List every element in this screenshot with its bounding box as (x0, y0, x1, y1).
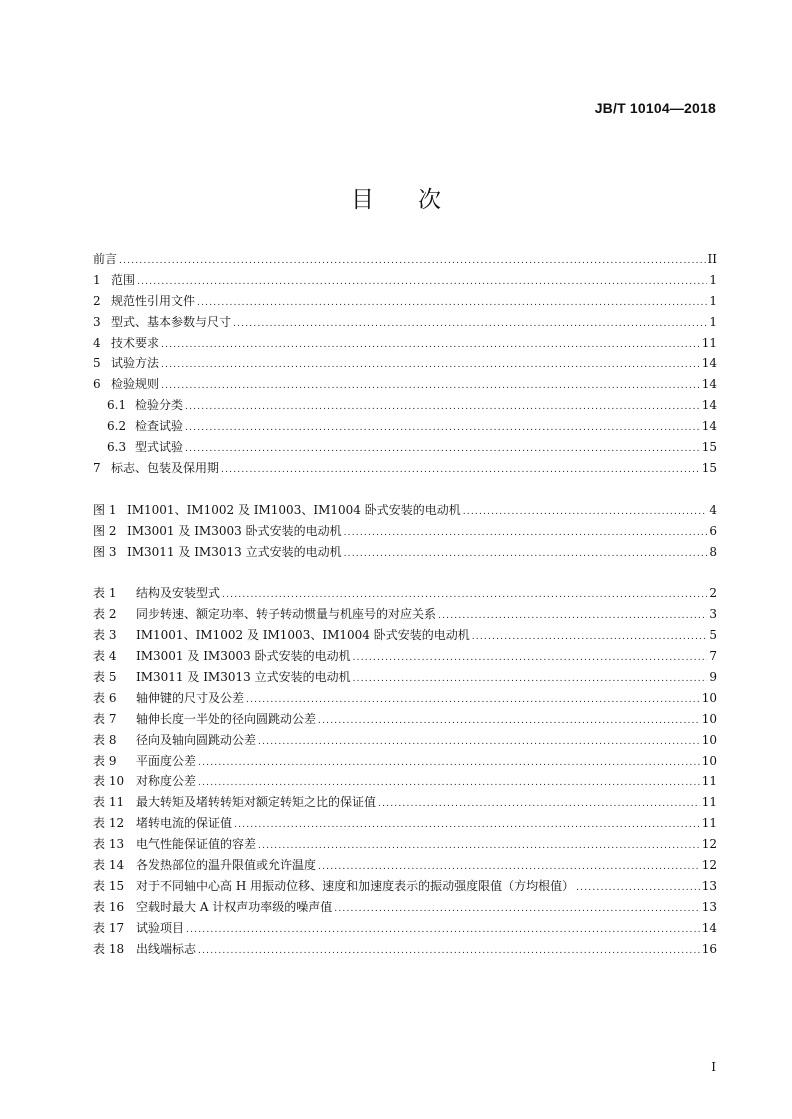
toc-entry-label: 结构及安装型式 (136, 586, 221, 601)
toc-leader-dots (161, 335, 700, 356)
toc-entry[interactable] (93, 918, 717, 939)
toc-leader-dots (344, 523, 708, 544)
toc-entry-number: 表 7 (93, 711, 117, 726)
toc-leader-dots (137, 272, 707, 293)
toc-entry[interactable] (93, 312, 717, 333)
toc-tables (93, 583, 717, 959)
toc-gap (93, 562, 717, 583)
toc-entry-page: 2 (709, 586, 717, 601)
toc-entry-label: 规范性引用文件 (111, 293, 196, 308)
toc-entry-page: 14 (701, 356, 717, 371)
document-code: JB/T 10104—2018 (594, 100, 716, 116)
toc-entry-label: 轴伸长度一半处的径向圆跳动公差 (136, 711, 317, 726)
toc-entry-page: 7 (709, 649, 717, 664)
toc-leader-dots (161, 376, 700, 397)
toc-entry-label: IM3011 及 IM3013 立式安装的电动机 (127, 544, 342, 559)
toc-leader-dots (344, 544, 708, 565)
toc-entry[interactable] (93, 876, 717, 897)
toc-entry[interactable] (93, 583, 717, 604)
toc-entry-page: 14 (701, 419, 717, 434)
toc-entry-number: 表 11 (93, 795, 125, 810)
toc-entry-number: 表 6 (93, 690, 117, 705)
toc-entry[interactable] (93, 333, 717, 354)
toc-entry[interactable] (93, 730, 717, 751)
toc-entry[interactable] (93, 604, 717, 625)
toc-figures (93, 500, 717, 563)
toc-entry[interactable] (93, 709, 717, 730)
toc-entry-number: 7 (93, 460, 101, 475)
toc-entry-page: 11 (701, 335, 717, 350)
toc-entry-number: 表 12 (93, 816, 125, 831)
toc-entry-page: 1 (709, 293, 717, 308)
toc-leader-dots (198, 773, 700, 794)
toc-entry-label: 前言 (93, 252, 118, 266)
title-char-1: 目 (351, 187, 374, 213)
toc-entry[interactable] (93, 771, 717, 792)
title-char-2: 次 (418, 187, 441, 213)
toc-entry-label: 型式试验 (135, 440, 184, 455)
toc-entry-number: 6 (93, 377, 101, 392)
toc-leader-dots (258, 836, 700, 857)
toc-entry-number: 表 1 (93, 586, 117, 601)
toc-entry-page: 5 (709, 628, 717, 643)
toc-entry-page: 11 (701, 795, 717, 810)
toc-entry-number: 4 (93, 335, 101, 350)
toc-entry-number: 表 16 (93, 899, 125, 914)
toc-entry[interactable] (93, 374, 717, 395)
toc-entry[interactable] (93, 353, 717, 374)
toc-entry[interactable] (93, 500, 717, 521)
toc-entry-label: 检查试验 (135, 419, 184, 434)
toc-entry-number: 表 13 (93, 837, 125, 852)
toc-entry-number: 表 9 (93, 753, 117, 768)
toc-entry[interactable] (93, 395, 717, 416)
toc-entry-page: 8 (709, 544, 717, 559)
toc-entry[interactable] (93, 813, 717, 834)
toc-entry-label: 径向及轴向圆跳动公差 (136, 732, 257, 747)
toc-entry-label: 轴伸键的尺寸及公差 (136, 690, 245, 705)
toc-entry-label: 标志、包装及保用期 (111, 460, 220, 475)
toc-entry[interactable] (93, 437, 717, 458)
toc-entry-number: 表 18 (93, 941, 125, 956)
toc-entry-label: 平面度公差 (136, 753, 197, 768)
toc-entry[interactable] (93, 834, 717, 855)
toc-entry-number: 图 1 (93, 502, 117, 517)
toc-leader-dots (246, 690, 700, 711)
toc-leader-dots (353, 648, 708, 669)
toc-entry[interactable] (93, 751, 717, 772)
toc-entry-number: 表 3 (93, 628, 117, 643)
toc-entry-number: 表 14 (93, 858, 125, 873)
toc-entry[interactable] (93, 291, 717, 312)
toc-leader-dots (185, 418, 700, 439)
toc-entry-page: 12 (701, 837, 717, 852)
toc-entry[interactable] (93, 646, 717, 667)
toc-entry[interactable] (93, 667, 717, 688)
toc-entry[interactable] (93, 625, 717, 646)
toc-sections (93, 249, 717, 479)
toc-entry-label: IM1001、IM1002 及 IM1003、IM1004 卧式安装的电动机 (136, 628, 470, 643)
page-number: I (711, 1060, 716, 1074)
toc-entry-page: 15 (701, 440, 717, 455)
toc-leader-dots (438, 606, 707, 627)
toc-entry[interactable] (93, 688, 717, 709)
toc-entry-page: 13 (701, 878, 717, 893)
toc-entry-label: 技术要求 (111, 335, 160, 350)
toc-leader-dots (233, 314, 707, 335)
toc-entry-number: 表 8 (93, 732, 117, 747)
toc-leader-dots (258, 732, 700, 753)
toc-entry-label: 检验规则 (111, 377, 160, 392)
toc-entry-number: 图 2 (93, 523, 117, 538)
toc-entry-page: 14 (701, 920, 717, 935)
toc-entry-page: 10 (701, 690, 717, 705)
toc-entry-label: 试验项目 (136, 920, 185, 935)
toc-leader-dots (221, 460, 700, 481)
toc-leader-dots (197, 293, 707, 314)
toc-entry-page: 10 (701, 753, 717, 768)
toc-leader-dots (318, 857, 700, 878)
toc-entry-number: 表 15 (93, 878, 125, 893)
toc-entry-label: 电气性能保证值的容差 (136, 837, 257, 852)
toc-leader-dots (186, 920, 700, 941)
toc-entry-label: 空载时最大 A 计权声功率级的噪声值 (136, 899, 333, 914)
toc-leader-dots (185, 397, 700, 418)
toc-entry-label: IM3001 及 IM3003 卧式安装的电动机 (127, 523, 342, 538)
toc-entry-page: 6 (709, 523, 717, 538)
toc-leader-dots (334, 899, 699, 920)
toc-entry-number: 6.3 (107, 440, 127, 455)
toc-leader-dots (198, 941, 700, 962)
toc-entry[interactable] (93, 855, 717, 876)
toc-entry-label: 型式、基本参数与尺寸 (111, 314, 232, 329)
page-title (0, 181, 792, 214)
toc-entry-number: 3 (93, 314, 101, 329)
toc-leader-dots (222, 585, 707, 606)
toc-entry-page: 13 (701, 899, 717, 914)
toc-entry-number: 表 4 (93, 649, 117, 664)
toc-entry-number: 6.2 (107, 419, 127, 434)
toc-leader-dots (472, 627, 708, 648)
toc-entry-page: II (707, 252, 717, 266)
toc-leader-dots (119, 251, 706, 272)
toc-entry-page: 12 (701, 858, 717, 873)
toc-entry-label: IM1001、IM1002 及 IM1003、IM1004 卧式安装的电动机 (127, 502, 461, 517)
toc-entry-page: 10 (701, 711, 717, 726)
toc-entry-page: 3 (709, 607, 717, 622)
toc-entry-label: IM3011 及 IM3013 立式安装的电动机 (136, 670, 351, 685)
toc-entry-page: 15 (701, 460, 717, 475)
toc-entry-number: 1 (93, 272, 101, 287)
toc-entry[interactable] (93, 416, 717, 437)
toc-entry-page: 10 (701, 732, 717, 747)
toc-entry-label: 对称度公差 (136, 774, 197, 789)
toc-entry-page: 14 (701, 398, 717, 413)
toc-entry-label: 试验方法 (111, 356, 160, 371)
toc-entry[interactable] (93, 792, 717, 813)
toc-entry-page: 1 (709, 272, 717, 287)
toc-entry-label: 堵转电流的保证值 (136, 816, 233, 831)
toc-entry-label: 对于不同轴中心高 H 用振动位移、速度和加速度表示的振动强度限值（方均根值） (136, 878, 575, 893)
toc-leader-dots (378, 794, 700, 815)
toc-entry-number: 5 (93, 356, 101, 371)
toc-leader-dots (463, 502, 708, 523)
toc-leader-dots (185, 439, 700, 460)
toc-entry-page: 16 (701, 941, 717, 956)
toc-leader-dots (318, 711, 700, 732)
table-of-contents (93, 249, 717, 960)
toc-entry-label: 范围 (111, 272, 136, 287)
toc-entry-label: IM3001 及 IM3003 卧式安装的电动机 (136, 649, 351, 664)
toc-entry[interactable] (93, 939, 717, 960)
toc-entry-number: 表 5 (93, 670, 117, 685)
toc-entry-label: 各发热部位的温升限值或允许温度 (136, 858, 317, 873)
toc-leader-dots (234, 815, 700, 836)
toc-entry[interactable] (93, 458, 717, 479)
toc-entry-label: 出线端标志 (136, 941, 197, 956)
toc-entry-number: 表 10 (93, 774, 125, 789)
toc-entry-number: 2 (93, 293, 101, 308)
toc-leader-dots (576, 878, 700, 899)
toc-leader-dots (161, 355, 700, 376)
toc-entry-page: 1 (709, 314, 717, 329)
toc-entry[interactable] (93, 897, 717, 918)
toc-entry-page: 11 (701, 816, 717, 831)
toc-entry-number: 表 2 (93, 607, 117, 622)
toc-leader-dots (353, 669, 708, 690)
toc-entry-page: 11 (701, 774, 717, 789)
toc-entry[interactable] (93, 270, 717, 291)
toc-entry-page: 9 (709, 670, 717, 685)
toc-entry[interactable] (93, 521, 717, 542)
toc-entry-number: 6.1 (107, 398, 127, 413)
toc-entry-label: 最大转矩及堵转转矩对额定转矩之比的保证值 (136, 795, 377, 810)
toc-entry[interactable] (93, 542, 717, 563)
toc-entry-label: 检验分类 (135, 398, 184, 413)
toc-entry-number: 图 3 (93, 544, 117, 559)
toc-leader-dots (198, 753, 700, 774)
toc-entry-label: 同步转速、额定功率、转子转动惯量与机座号的对应关系 (136, 607, 437, 622)
toc-gap (93, 479, 717, 500)
toc-entry-number: 表 17 (93, 920, 125, 935)
toc-entry-page: 4 (709, 502, 717, 517)
toc-entry[interactable] (93, 249, 717, 270)
toc-entry-page: 14 (701, 377, 717, 392)
